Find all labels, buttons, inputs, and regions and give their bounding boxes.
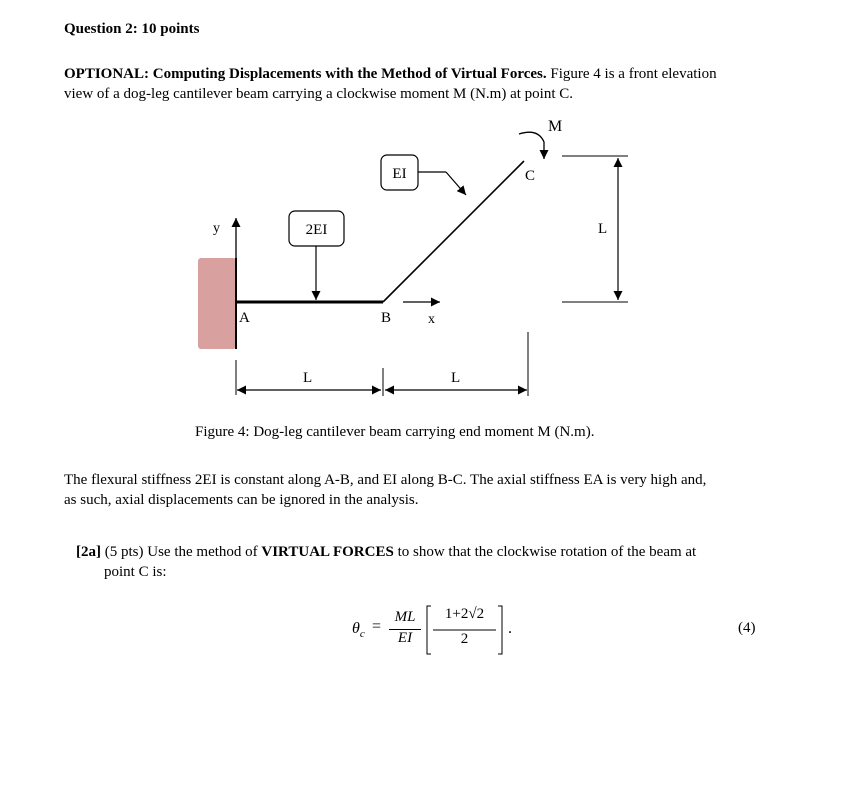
equation-period: .: [508, 620, 512, 637]
intro-line-2: view of a dog-leg cantilever beam carrying a clockwise moment M (N.m) at point C.: [64, 86, 574, 102]
frac-denominator: EI: [397, 630, 413, 646]
equation-number: (4): [738, 620, 756, 636]
span-ab-label: L: [303, 370, 313, 386]
theta-symbol: θ: [352, 620, 360, 637]
intro-line-1-rest: Figure 4 is a front elevation: [550, 66, 717, 82]
point-b-label: B: [381, 310, 392, 326]
right-bracket: [498, 606, 502, 654]
height-dimension-label: L: [598, 221, 608, 237]
part-2a-pre: (5 pts) Use the method of: [104, 544, 258, 560]
point-c-label: C: [525, 168, 536, 184]
ei-label: EI: [392, 166, 407, 182]
part-2a-line-1: [76, 542, 696, 562]
bracket-numerator: 1+2√2: [444, 606, 485, 622]
moment-label: M: [548, 118, 563, 135]
part-2a-line-2: point C is:: [104, 564, 167, 580]
fixed-support: [198, 258, 236, 349]
moment-arrow: [519, 132, 544, 159]
stiffness-line-1: The flexural stiffness 2EI is constant along A-B, and EI along B-C. The axial stiffness EA is very high and,: [64, 472, 707, 488]
part-2a-post: to show that the clockwise rotation of the beam at: [397, 544, 697, 560]
part-2a-tag: [2a]: [76, 544, 101, 560]
y-axis-label: y: [213, 221, 220, 236]
intro-label: OPTIONAL: Computing Displacements with the Method of Virtual Forces.: [64, 66, 547, 82]
stiffness-line-2: as such, axial displacements can be ignored in the analysis.: [64, 492, 419, 508]
figure-caption: Figure 4: Dog-leg cantilever beam carrying end moment M (N.m).: [195, 424, 595, 440]
equals-sign: =: [372, 618, 382, 635]
ei-leader-arrow: [446, 172, 466, 195]
question-title: Question 2: 10 points: [64, 21, 200, 37]
part-2a-method: VIRTUAL FORCES: [261, 544, 394, 560]
two-ei-label: 2EI: [305, 222, 328, 238]
equation-lhs: [352, 620, 365, 640]
x-axis-label: x: [428, 312, 435, 327]
left-bracket: [427, 606, 431, 654]
theta-subscript: c: [359, 628, 365, 641]
bracket-denominator: 2: [460, 631, 469, 647]
span-bc-label: L: [451, 370, 461, 386]
frac-numerator: ML: [394, 609, 416, 625]
point-a-label: A: [239, 310, 250, 326]
